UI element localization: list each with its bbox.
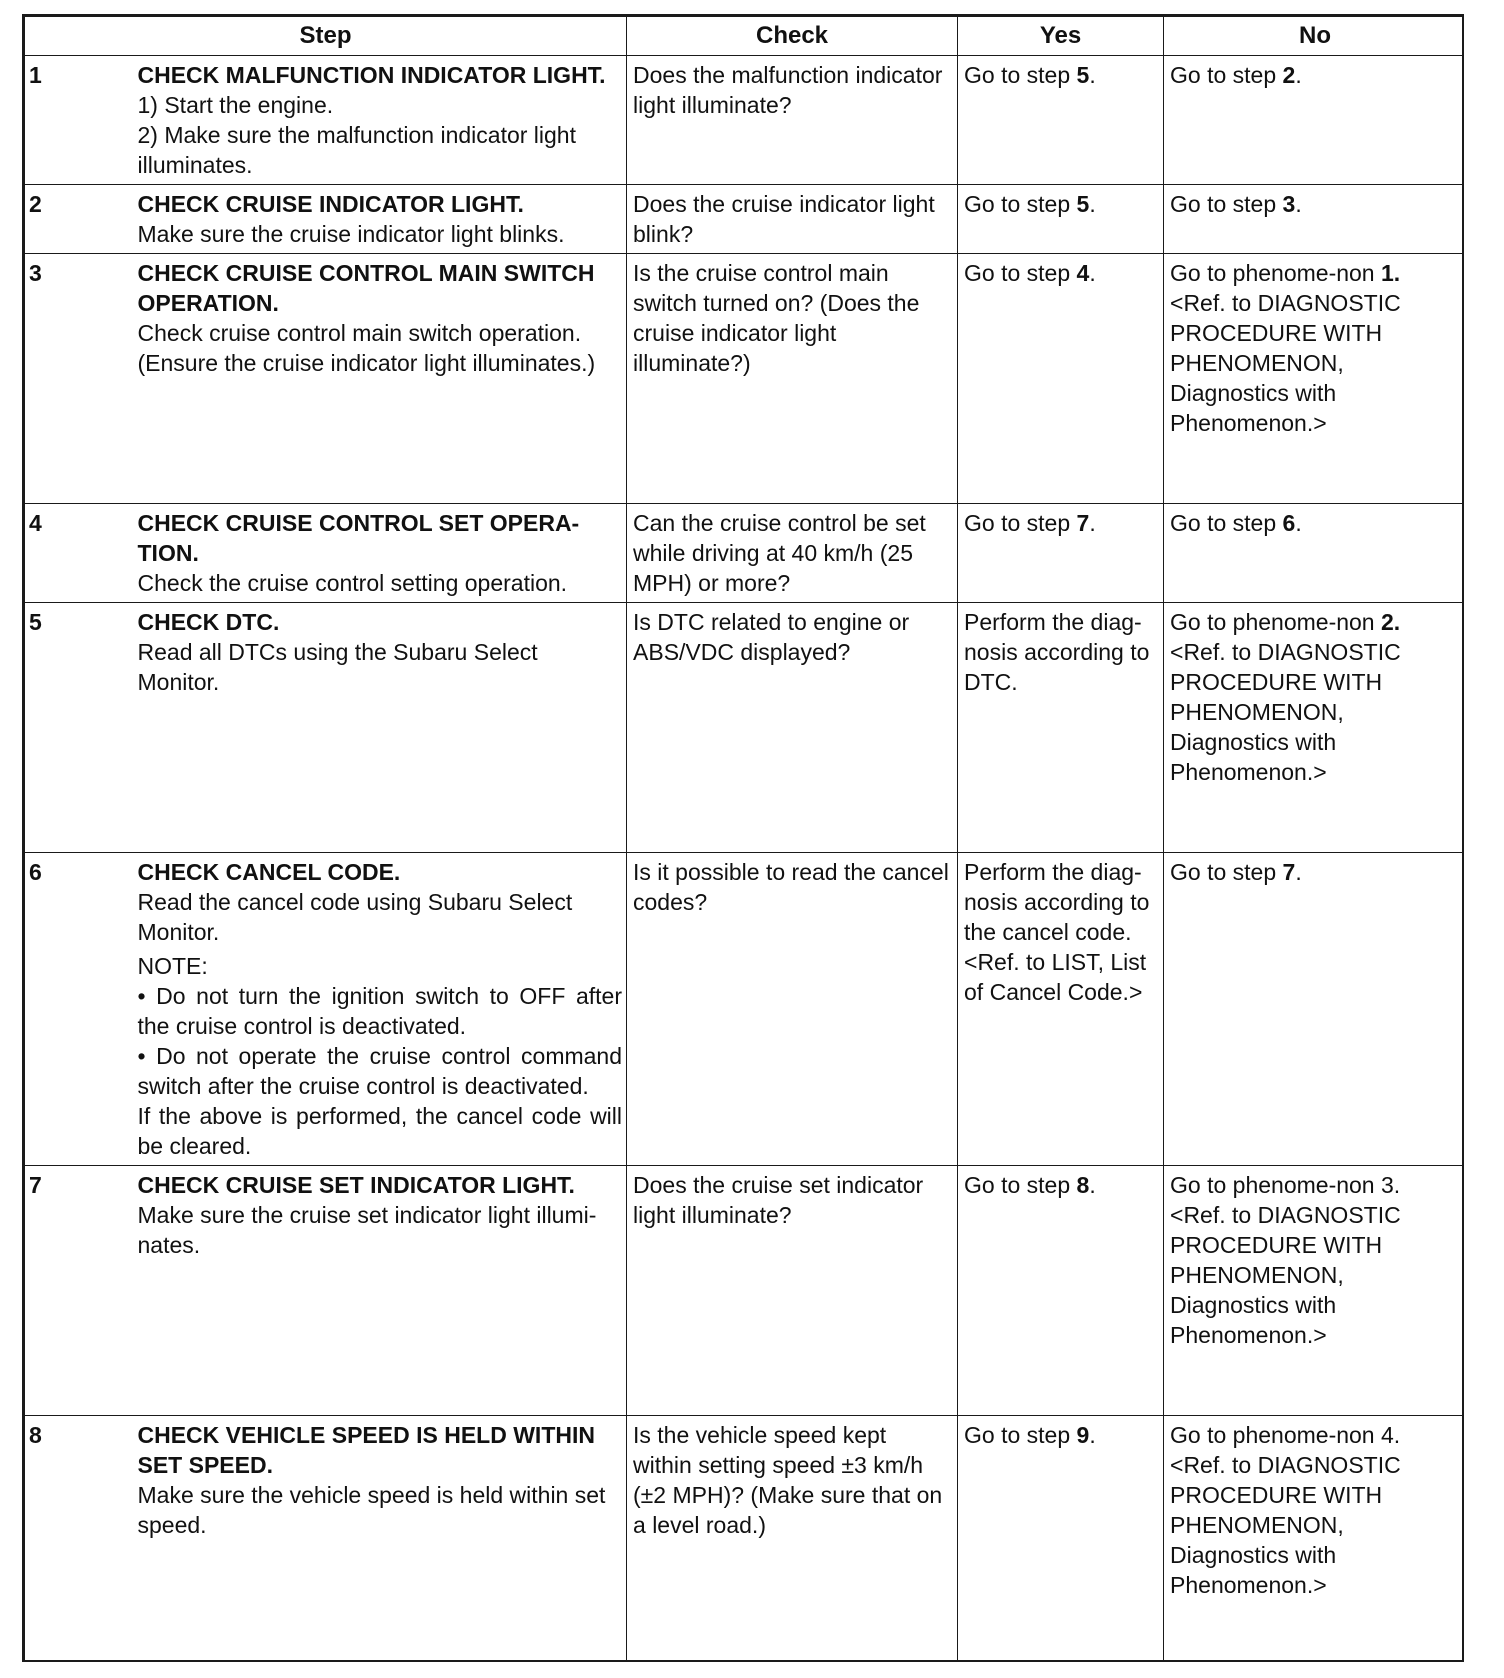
step-cell (138, 853, 627, 1166)
yes-cell: Go to step 5. (958, 56, 1164, 185)
table-row (25, 603, 1465, 853)
check-cell: Does the cruise set indicator light illuminate? (627, 1166, 958, 1416)
step-cell (138, 56, 627, 185)
yes-cell: Go to step 7. (958, 504, 1164, 603)
step-instruction: Make sure the cruise set indicator light illumi-nates. (137, 1202, 597, 1258)
yes-cell: Go to step 5. (958, 185, 1164, 254)
go-to-label: Go to step (1170, 191, 1277, 217)
no-cell: Go to step 3. (1164, 185, 1464, 254)
step-instruction: 1) Start the engine. (137, 92, 334, 118)
phenomenon-number: 3. (1381, 1172, 1401, 1198)
table-row (25, 56, 1465, 185)
yes-cell: Go to step 4. (958, 254, 1164, 504)
table-row (25, 504, 1465, 603)
step-instruction: (Ensure the cruise indicator light illuminates.) (137, 350, 596, 376)
step-number: 1 (25, 56, 138, 185)
step-ref[interactable]: 4 (1076, 260, 1090, 286)
reference-link[interactable]: <Ref. to DIAGNOSTIC PROCEDURE WITH PHENOMENON, Diagnostics with Phenomenon.> (1170, 1202, 1401, 1348)
yes-cell: Perform the diag-nosis according to DTC. (958, 603, 1164, 853)
note-consequence: If the above is performed, the cancel code will be cleared. (137, 1103, 623, 1159)
go-to-label: Go to step (1170, 510, 1277, 536)
yes-cell: Go to step 9. (958, 1416, 1164, 1663)
step-ref[interactable]: 3 (1282, 191, 1296, 217)
header-check: Check (627, 17, 958, 56)
check-cell: Is it possible to read the cancel codes? (627, 853, 958, 1166)
step-cell (138, 504, 627, 603)
go-to-label: Go to step (1170, 62, 1277, 88)
step-title: CHECK CRUISE CONTROL SET OPERA-TION. (137, 510, 580, 566)
step-number: 4 (25, 504, 138, 603)
note-label: NOTE: (137, 953, 208, 979)
table-row (25, 254, 1465, 504)
phenomenon-label: Go to phenome-non (1170, 260, 1375, 286)
step-ref[interactable]: 5 (1076, 191, 1090, 217)
go-to-label: Go to step (964, 1422, 1071, 1448)
step-number: 7 (25, 1166, 138, 1416)
no-cell (1164, 1166, 1464, 1416)
step-instruction: Check the cruise control setting operation. (137, 570, 568, 596)
step-cell (138, 185, 627, 254)
phenomenon-label: Go to phenome-non (1170, 1422, 1375, 1448)
reference-link[interactable]: <Ref. to DIAGNOSTIC PROCEDURE WITH PHENOMENON, Diagnostics with Phenomenon.> (1170, 290, 1401, 436)
check-cell: Can the cruise control be set while driving at 40 km/h (25 MPH) or more? (627, 504, 958, 603)
step-number: 8 (25, 1416, 138, 1663)
go-to-label: Go to step (1170, 859, 1277, 885)
step-cell (138, 603, 627, 853)
header-row (25, 17, 1465, 56)
go-to-label: Go to step (964, 62, 1071, 88)
step-ref[interactable]: 9 (1076, 1422, 1090, 1448)
phenomenon-number: 4. (1381, 1422, 1401, 1448)
table-row (25, 853, 1465, 1166)
phenomenon-number: 1. (1381, 260, 1401, 286)
check-cell: Is the cruise control main switch turned on? (Does the cruise indicator light illuminate?) (627, 254, 958, 504)
step-number: 3 (25, 254, 138, 504)
step-ref[interactable]: 7 (1076, 510, 1090, 536)
step-ref[interactable]: 8 (1076, 1172, 1090, 1198)
table-row (25, 185, 1465, 254)
no-cell: Go to step 2. (1164, 56, 1464, 185)
step-title: CHECK CANCEL CODE. (137, 859, 401, 885)
no-cell: Go to step 6. (1164, 504, 1464, 603)
header-yes: Yes (958, 17, 1164, 56)
step-ref[interactable]: 7 (1282, 859, 1296, 885)
step-ref[interactable]: 6 (1282, 510, 1296, 536)
step-ref[interactable]: 2 (1282, 62, 1296, 88)
step-ref[interactable]: 5 (1076, 62, 1090, 88)
phenomenon-number: 2. (1381, 609, 1401, 635)
step-cell (138, 1416, 627, 1663)
go-to-label: Go to step (964, 191, 1071, 217)
table-row (25, 1416, 1465, 1663)
go-to-label: Go to step (964, 510, 1071, 536)
note-bullet: • Do not turn the ignition switch to OFF after the cruise control is deactivated. (137, 983, 623, 1039)
table-row (25, 1166, 1465, 1416)
step-instruction: 2) Make sure the malfunction indicator light illuminates. (137, 122, 576, 178)
diagnostic-table (24, 16, 1464, 1662)
check-cell: Is the vehicle speed kept within setting speed ±3 km/h (±2 MPH)? (Make sure that on a level road.) (627, 1416, 958, 1663)
phenomenon-label: Go to phenome-non (1170, 609, 1375, 635)
check-cell: Is DTC related to engine or ABS/VDC displayed? (627, 603, 958, 853)
step-cell (138, 1166, 627, 1416)
step-instruction: Read the cancel code using Subaru Select Monitor. (137, 889, 573, 945)
step-title: CHECK VEHICLE SPEED IS HELD WITHIN SET SPEED. (137, 1422, 595, 1478)
step-number: 5 (25, 603, 138, 853)
phenomenon-label: Go to phenome-non (1170, 1172, 1375, 1198)
step-title: CHECK CRUISE SET INDICATOR LIGHT. (137, 1172, 575, 1198)
no-cell: Go to step 7. (1164, 853, 1464, 1166)
no-cell (1164, 254, 1464, 504)
note-bullet: • Do not operate the cruise control command switch after the cruise control is deactivated. (137, 1043, 623, 1099)
step-title: CHECK CRUISE CONTROL MAIN SWITCH OPERATION. (137, 260, 595, 316)
go-to-label: Go to step (964, 260, 1071, 286)
go-to-label: Go to step (964, 1172, 1071, 1198)
diagnostic-table-frame (22, 14, 1464, 1662)
yes-cell: Go to step 8. (958, 1166, 1164, 1416)
step-title: CHECK CRUISE INDICATOR LIGHT. (137, 191, 524, 217)
step-title: CHECK DTC. (137, 609, 280, 635)
no-cell (1164, 1416, 1464, 1663)
step-title: CHECK MALFUNCTION INDICATOR LIGHT. (137, 62, 606, 88)
check-cell: Does the cruise indicator light blink? (627, 185, 958, 254)
step-instruction: Make sure the cruise indicator light blinks. (137, 221, 565, 247)
step-instruction: Read all DTCs using the Subaru Select Monitor. (137, 639, 538, 695)
reference-link[interactable]: <Ref. to DIAGNOSTIC PROCEDURE WITH PHENOMENON, Diagnostics with Phenomenon.> (1170, 639, 1401, 785)
reference-link[interactable]: <Ref. to DIAGNOSTIC PROCEDURE WITH PHENOMENON, Diagnostics with Phenomenon.> (1170, 1452, 1401, 1598)
step-number: 6 (25, 853, 138, 1166)
check-cell: Does the malfunction indicator light illuminate? (627, 56, 958, 185)
header-no: No (1164, 17, 1464, 56)
step-cell (138, 254, 627, 504)
header-step: Step (25, 17, 627, 56)
yes-cell: Perform the diag-nosis according to the cancel code. <Ref. to LIST, List of Cancel Code.> (958, 853, 1164, 1166)
step-instruction: Check cruise control main switch operation. (137, 320, 582, 346)
no-cell (1164, 603, 1464, 853)
step-instruction: Make sure the vehicle speed is held within set speed. (137, 1482, 606, 1538)
step-number: 2 (25, 185, 138, 254)
